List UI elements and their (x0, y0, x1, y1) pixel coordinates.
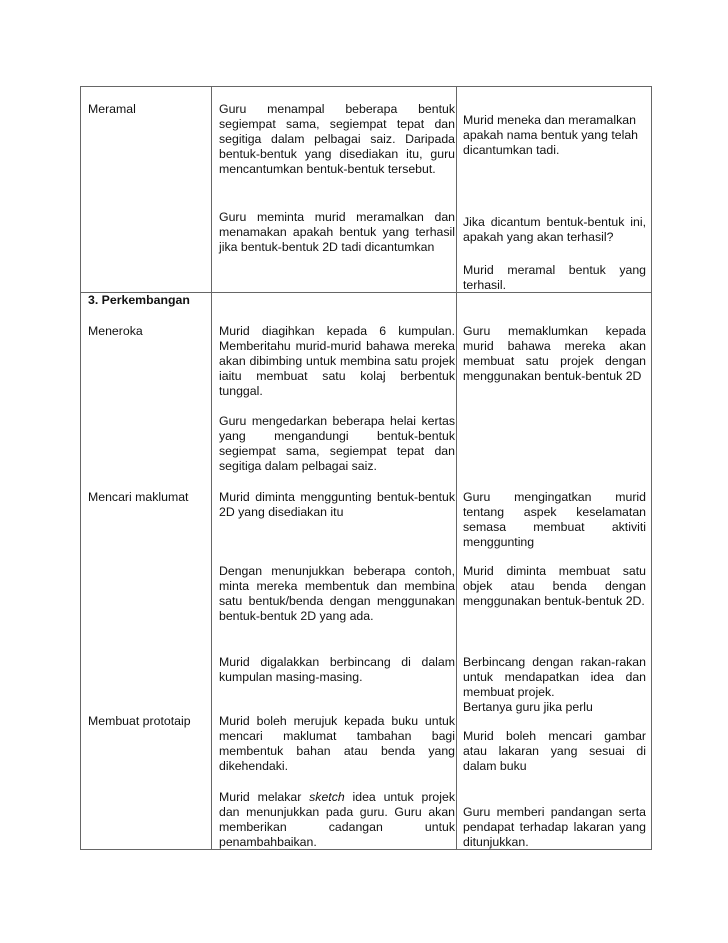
column-divider (456, 87, 457, 849)
murid-activity-text: Berbincang dengan rakan-rakan untuk mendapatkan idea dan membuat projek. (463, 655, 646, 699)
murid-activity-text: Guru memberi pandangan serta pendapat terhadap lakaran yang ditunjukkan. (463, 805, 646, 849)
guru-activity-text: Murid diminta menggunting bentuk-bentuk 2D yang disediakan itu (219, 490, 455, 519)
murid-activity-text: Murid meramal bentuk yang terhasil. (463, 263, 646, 292)
guru-activity-text: Guru menampal beberapa bentuk segiempat sama, segiempat tepat dan segitiga dalam pelbagai saiz. Daripada bentuk-bentuk yang disediakan itu, guru mencantumkan bentuk-bentuk tersebut. (219, 102, 455, 176)
murid-activity-text: Murid diminta membuat satu objek atau benda dengan menggunakan bentuk-bentuk 2D. (463, 564, 646, 608)
guru-activity-text: Murid digalakkan berbincang di dalam kumpulan masing-masing. (219, 655, 455, 684)
murid-activity-text: Jika dicantum bentuk-bentuk ini, apakah yang akan terhasil? (463, 215, 646, 244)
murid-activity-text: Guru memaklumkan kepada murid bahawa mereka akan membuat satu projek dengan menggunakan bentuk-bentuk 2D (463, 324, 646, 383)
murid-activity-text: Murid meneka dan meramalkan apakah nama bentuk yang telah dicantumkan tadi. (463, 113, 639, 157)
murid-activity-text: Murid boleh mencari gambar atau lakaran yang sesuai di dalam buku (463, 729, 646, 773)
murid-activity-text: Bertanya guru jika perlu (463, 700, 593, 714)
section-heading: 3. Perkembangan (88, 293, 190, 307)
lesson-plan-table (80, 86, 652, 850)
row-label-mencari-maklumat: Mencari maklumat (88, 490, 189, 504)
column-divider (211, 87, 212, 849)
guru-activity-text: Dengan menunjukkan beberapa contoh, minta mereka membentuk dan membina satu bentuk/benda dengan menggunakan bentuk-bentuk 2D yang ada. (219, 564, 455, 623)
row-label-meneroka: Meneroka (88, 324, 143, 338)
row-label-meramal: Meramal (88, 102, 136, 116)
guru-activity-text: Murid boleh merujuk kepada buku untuk mencari maklumat tambahan bagi membentuk bahan atau benda yang dikehendaki. (219, 714, 455, 773)
guru-activity-text: Murid diagihkan kepada 6 kumpulan. Memberitahu murid-murid bahawa mereka akan dibimbing untuk membina satu projek iaitu membuat satu kolaj berbentuk tunggal. (219, 324, 455, 398)
murid-activity-text: Guru mengingatkan murid tentang aspek keselamatan semasa membuat aktiviti menggunting (463, 490, 646, 549)
guru-activity-text: Guru meminta murid meramalkan dan menamakan apakah bentuk yang terhasil jika bentuk-bentuk 2D tadi dicantumkan (219, 210, 455, 254)
row-label-membuat-prototaip: Membuat prototaip (88, 714, 191, 728)
guru-activity-text: Murid melakar sketch idea untuk projek dan menunjukkan pada guru. Guru akan memberikan cadangan untuk penambahbaikan. (219, 790, 455, 849)
guru-activity-text: Guru mengedarkan beberapa helai kertas yang mengandungi bentuk-bentuk segiempat sama, segiempat tepat dan segitiga dalam pelbagai saiz. (219, 414, 455, 473)
